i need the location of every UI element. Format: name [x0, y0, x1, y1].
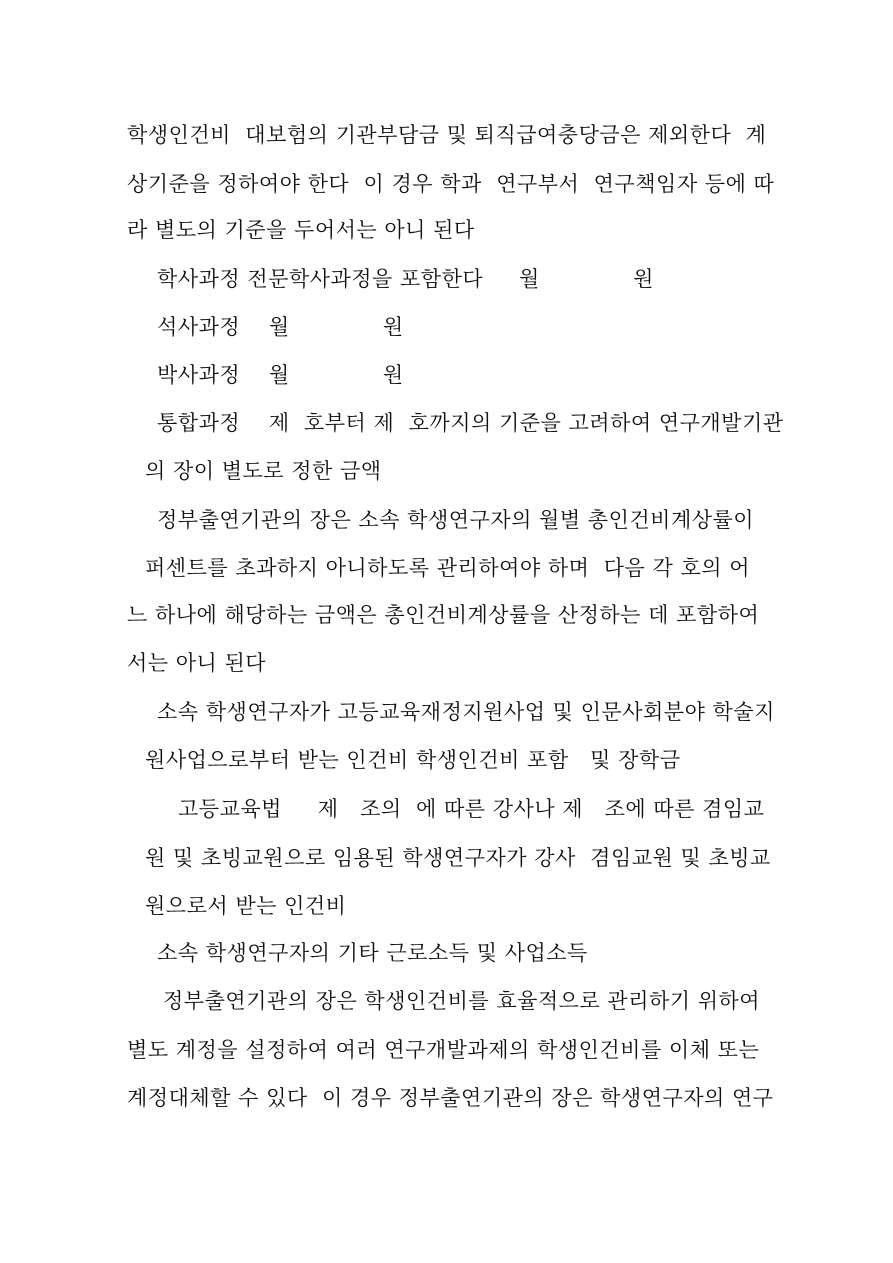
text-line: 소속 학생연구자가 고등교육재정지원사업 및 인문사회분야 학술지 — [157, 700, 775, 724]
text-line: 원 및 초빙교원으로 임용된 학생연구자가 강사 겸임교원 및 초빙교 — [145, 846, 771, 870]
text-line: 서는 아니 된다 — [127, 651, 267, 675]
text-line: 석사과정 월 원 — [157, 315, 404, 339]
text-line: 통합과정 제 호부터 제 호까지의 기준을 고려하여 연구개발기관 — [157, 411, 784, 435]
text-line: 퍼센트를 초과하지 아니하도록 관리하여야 하며 다음 각 호의 어 — [145, 556, 751, 580]
text-line: 정부출연기관의 장은 소속 학생연구자의 월별 총인건비계상률이 — [157, 508, 755, 532]
text-line: 정부출연기관의 장은 학생인건비를 효율적으로 관리하기 위하여 — [163, 989, 761, 1013]
text-line: 학생인건비 대보험의 기관부담금 및 퇴직급여충당금은 제외한다 계 — [127, 123, 767, 147]
text-line: 느 하나에 해당하는 금액은 총인건비계상률을 산정하는 데 포함하여 — [127, 603, 760, 627]
text-line: 박사과정 월 원 — [157, 363, 404, 387]
text-line: 원사업으로부터 받는 인건비 학생인건비 포함 및 장학금 — [145, 748, 681, 772]
text-line: 소속 학생연구자의 기타 근로소득 및 사업소득 — [157, 941, 588, 965]
text-line: 라 별도의 기준을 두어서는 아니 된다 — [127, 218, 475, 242]
text-line: 상기준을 정하여야 한다 이 경우 학과 연구부서 연구책임자 등에 따 — [127, 172, 775, 196]
text-line: 고등교육법 제 조의 에 따른 강사나 제 조에 따른 겸임교 — [178, 797, 765, 821]
text-line: 원으로서 받는 인건비 — [145, 894, 347, 918]
text-line: 계정대체할 수 있다 이 경우 정부출연기관의 장은 학생연구자의 연구 — [127, 1086, 774, 1110]
text-line: 의 장이 별도로 정한 금액 — [145, 459, 382, 483]
text-line: 학사과정 전문학사과정을 포함한다 월 원 — [157, 267, 654, 291]
text-line: 별도 계정을 설정하여 여러 연구개발과제의 학생인건비를 이체 또는 — [127, 1038, 760, 1062]
